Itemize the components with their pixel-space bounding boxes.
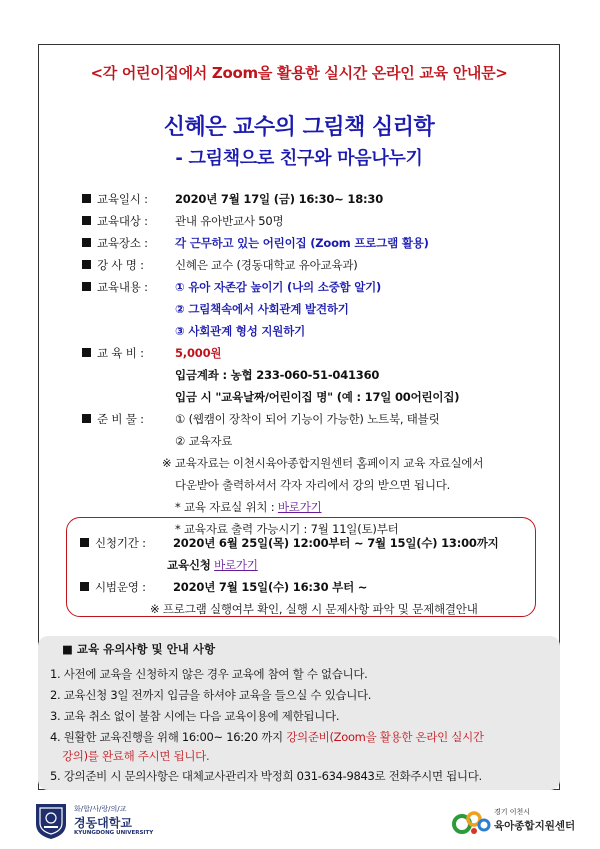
info-fee-row [82,342,221,364]
info-account: 입금계좌 : 농협 233-060-51-041360 [175,368,380,382]
bullet-square-icon [82,194,91,203]
info-target-label: 교육대상 : [97,214,148,228]
material-note: ※ 교육자료는 이천시육아종합지원센터 홈페이지 교육 자료실에서 [162,456,484,470]
info-deposit-note: 입금 시 "교육날짜/어린이집 명" (예 : 17일 00어린이집) [175,390,460,404]
notice-item: 5. 강의준비 시 문의사항은 대체교사관리자 박정희 031-634-9843로 전화주시면 됩니다. [50,769,482,783]
notice-item [50,727,484,747]
info-place-label: 교육장소 : [97,236,148,250]
notice-item: 1. 사전에 교육을 신청하지 않은 경우 교육에 참여 할 수 없습니다. [50,667,368,681]
page-title: 신혜은 교수의 그림책 심리학 [163,115,435,140]
material-print-period: * 교육자료 출력 가능시기 : 7월 11일(토)부터 [175,522,399,536]
info-content-label: 교육내용 : [97,280,148,294]
material-location-row [175,496,322,518]
bullet-square-icon [80,582,89,591]
notice-item4-text: 4. 원활한 교육진행을 위해 16:00~ 16:20 까지 [50,730,283,744]
info-prep-item: ① (웹캠이 장착이 되어 기능이 가능한) 노트북, 태블릿 [175,412,440,426]
registration-apply-link[interactable]: 바로가기 [214,558,258,572]
info-content-item: ③ 사회관계 형성 지원하기 [175,324,306,338]
university-name: 경동대학교 [74,816,132,830]
notice-item: 3. 교육 취소 없이 불참 시에는 다음 교육이용에 제한됩니다. [50,709,340,723]
notice-title: ■ 교육 유의사항 및 안내 사항 [62,642,216,656]
info-target-value: 관내 유아반교사 50명 [175,214,284,228]
bullet-square-icon [82,260,91,269]
notice-item4-highlight: 강의준비(Zoom을 활용한 온라인 실시간 [286,730,484,744]
info-lecturer-value: 신혜은 교수 (경동대학교 유아교육과) [175,258,358,272]
info-content-item: ① 유아 자존감 높이기 (나의 소중함 알기) [175,280,382,294]
info-date-row [82,188,383,210]
trial-note: ※ 프로그램 실행여부 확인, 실행 시 문제사항 파악 및 문제해결안내 [150,602,478,616]
info-lecturer-label: 강 사 명 : [97,258,144,272]
info-place-row [82,232,429,254]
registration-period-value: 2020년 6월 25일(목) 12:00부터 ~ 7월 15일(수) 13:00까지 [173,536,499,550]
info-target-row [82,210,283,232]
bullet-square-icon [80,538,89,547]
info-fee-value: 5,000원 [175,346,222,360]
info-prep-item: ② 교육자료 [175,434,233,448]
bullet-square-icon [82,414,91,423]
info-prep-label: 준 비 물 : [97,412,144,426]
registration-apply-row [167,554,258,576]
university-shield-icon [34,802,68,840]
kyungdong-university-logo [34,802,154,840]
childcare-center-emblem-icon [452,807,492,837]
material-location-label: * 교육 자료실 위치 : [175,500,275,514]
info-content-row [82,276,381,298]
bullet-square-icon [82,348,91,357]
university-motto: 화/합/사/랑/의/교 [74,805,127,813]
notice-item: 2. 교육신청 3일 전까지 입금을 하셔야 교육을 들으실 수 있습니다. [50,688,372,702]
center-name: 육아종합지원센터 [494,820,576,832]
notice-item4-highlight: 강의)를 완료해 주시면 됩니다. [62,749,210,763]
info-prep-row [82,408,440,430]
trial-value: 2020년 7월 15일(수) 16:30 부터 ~ [173,580,368,594]
info-content-item: ② 그림책속에서 사회관계 발견하기 [175,302,349,316]
info-place-value: 각 근무하고 있는 어린이집 (Zoom 프로그램 활용) [175,236,429,250]
page-subtitle: - 그림책으로 친구와 마음나누기 [175,148,423,169]
bullet-square-icon [82,238,91,247]
university-english-name: KYUNGDONG UNIVERSITY [74,830,154,836]
material-note: 다운받아 출력하셔서 각자 자리에서 강의 받으면 됩니다. [175,478,451,492]
center-region: 경기 이천시 [494,808,531,816]
registration-apply-label: 교육신청 [167,558,211,572]
trial-label: 시범운영 : [95,580,146,594]
info-date-label: 교육일시 : [97,192,148,206]
childcare-center-logo [452,805,576,839]
bullet-square-icon [82,216,91,225]
info-date-value: 2020년 7월 17일 (금) 16:30~ 18:30 [175,192,384,206]
info-lecturer-row [82,254,358,276]
info-fee-label: 교 육 비 : [97,346,144,360]
header-banner: <각 어린이집에서 Zoom을 활용한 실시간 온라인 교육 안내문> [90,64,508,82]
registration-period-label: 신청기간 : [95,536,146,550]
bullet-square-icon [82,282,91,291]
trial-row [80,576,367,598]
material-location-link[interactable]: 바로가기 [277,500,322,514]
